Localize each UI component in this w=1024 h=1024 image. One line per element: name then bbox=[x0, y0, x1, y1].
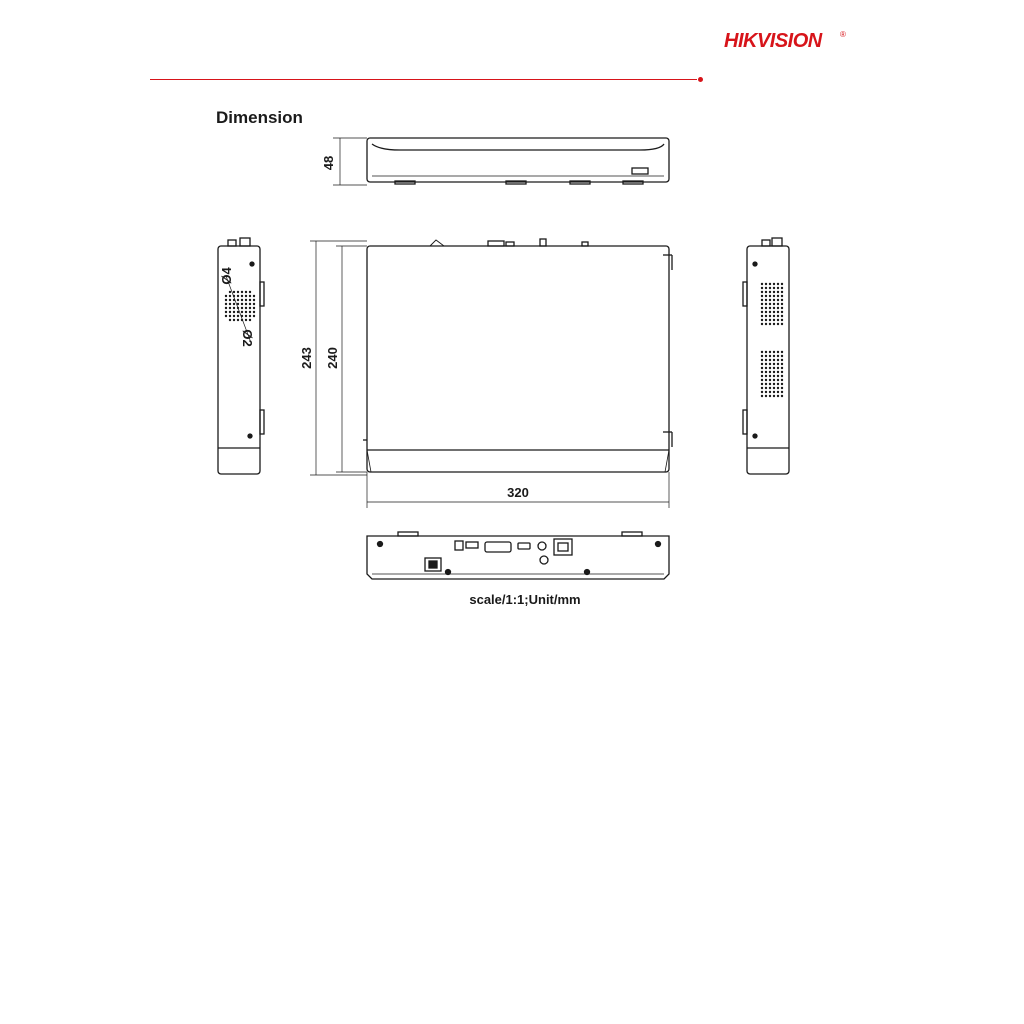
vent-hole bbox=[241, 291, 243, 293]
scale-caption: scale/1:1;Unit/mm bbox=[469, 592, 581, 607]
vent-hole bbox=[253, 315, 255, 317]
vent-hole bbox=[769, 319, 771, 321]
vent-hole bbox=[761, 315, 763, 317]
vent-hole bbox=[781, 375, 783, 377]
vent-hole bbox=[769, 315, 771, 317]
vent-hole bbox=[229, 315, 231, 317]
vent-hole bbox=[781, 363, 783, 365]
vent-hole bbox=[769, 311, 771, 313]
vent-hole bbox=[769, 299, 771, 301]
vent-hole bbox=[237, 307, 239, 309]
vent-hole bbox=[781, 387, 783, 389]
vent-hole bbox=[781, 315, 783, 317]
vent-hole bbox=[769, 359, 771, 361]
vent-hole bbox=[769, 291, 771, 293]
vent-hole bbox=[245, 303, 247, 305]
vent-hole bbox=[245, 315, 247, 317]
vent-hole bbox=[773, 323, 775, 325]
vent-hole bbox=[253, 311, 255, 313]
vent-hole bbox=[249, 299, 251, 301]
vent-hole bbox=[249, 315, 251, 317]
vent-hole bbox=[761, 359, 763, 361]
vent-hole bbox=[777, 291, 779, 293]
vent-hole bbox=[777, 323, 779, 325]
right-vent-grille bbox=[761, 283, 783, 397]
vent-hole bbox=[233, 299, 235, 301]
vent-hole bbox=[761, 379, 763, 381]
vent-hole bbox=[773, 367, 775, 369]
vent-hole bbox=[777, 355, 779, 357]
vent-hole bbox=[761, 319, 763, 321]
vent-hole bbox=[225, 295, 227, 297]
vent-hole bbox=[777, 319, 779, 321]
vent-hole bbox=[777, 395, 779, 397]
vent-hole bbox=[773, 379, 775, 381]
vent-hole bbox=[769, 355, 771, 357]
vent-hole bbox=[773, 295, 775, 297]
vent-hole bbox=[229, 307, 231, 309]
vent-hole bbox=[769, 391, 771, 393]
vent-hole bbox=[225, 315, 227, 317]
vent-hole bbox=[777, 295, 779, 297]
dim-label-depth-body: 240 bbox=[325, 347, 340, 369]
vent-hole bbox=[761, 303, 763, 305]
vent-hole bbox=[777, 351, 779, 353]
vent-hole bbox=[253, 299, 255, 301]
vent-hole bbox=[249, 291, 251, 293]
vent-hole bbox=[229, 299, 231, 301]
vent-hole bbox=[233, 295, 235, 297]
vent-hole bbox=[781, 287, 783, 289]
vent-hole bbox=[245, 299, 247, 301]
vent-hole bbox=[765, 351, 767, 353]
vent-hole bbox=[233, 311, 235, 313]
vent-hole bbox=[765, 355, 767, 357]
vent-hole bbox=[233, 315, 235, 317]
vent-hole bbox=[781, 355, 783, 357]
vent-hole bbox=[777, 283, 779, 285]
vent-hole bbox=[253, 307, 255, 309]
vent-hole bbox=[773, 319, 775, 321]
vent-hole bbox=[769, 375, 771, 377]
vent-hole bbox=[765, 311, 767, 313]
vent-hole bbox=[781, 323, 783, 325]
vent-hole bbox=[249, 319, 251, 321]
vent-hole bbox=[761, 375, 763, 377]
vent-hole bbox=[765, 371, 767, 373]
vent-hole bbox=[781, 307, 783, 309]
vent-hole bbox=[249, 295, 251, 297]
vent-hole bbox=[769, 363, 771, 365]
vent-hole bbox=[773, 351, 775, 353]
vent-hole bbox=[781, 351, 783, 353]
vent-hole bbox=[781, 303, 783, 305]
vent-hole bbox=[777, 383, 779, 385]
vent-hole bbox=[769, 283, 771, 285]
vent-hole bbox=[761, 291, 763, 293]
vent-hole bbox=[233, 303, 235, 305]
vent-hole bbox=[769, 383, 771, 385]
vent-hole bbox=[245, 295, 247, 297]
vent-hole bbox=[777, 299, 779, 301]
vent-hole bbox=[781, 291, 783, 293]
vent-hole bbox=[229, 291, 231, 293]
vent-hole bbox=[761, 283, 763, 285]
vent-hole bbox=[233, 291, 235, 293]
vent-hole bbox=[777, 287, 779, 289]
vent-hole bbox=[777, 371, 779, 373]
dim-label-hole-small: Ø2 bbox=[240, 329, 255, 347]
vent-hole bbox=[781, 299, 783, 301]
vent-hole bbox=[777, 363, 779, 365]
vent-hole bbox=[765, 315, 767, 317]
vent-hole bbox=[773, 375, 775, 377]
vent-hole bbox=[781, 283, 783, 285]
vent-hole bbox=[237, 291, 239, 293]
vent-hole bbox=[781, 383, 783, 385]
vent-hole bbox=[781, 311, 783, 313]
vent-hole bbox=[765, 383, 767, 385]
vent-hole bbox=[761, 351, 763, 353]
vent-hole bbox=[773, 287, 775, 289]
vent-hole bbox=[761, 307, 763, 309]
vent-hole bbox=[769, 351, 771, 353]
dim-label-width: 320 bbox=[507, 485, 529, 500]
vent-hole bbox=[781, 295, 783, 297]
vent-hole bbox=[765, 319, 767, 321]
vent-hole bbox=[241, 315, 243, 317]
vent-hole bbox=[769, 395, 771, 397]
vent-hole bbox=[761, 383, 763, 385]
vent-hole bbox=[765, 387, 767, 389]
vent-hole bbox=[765, 391, 767, 393]
dim-label-hole-large: Ø4 bbox=[219, 267, 234, 285]
vent-hole bbox=[761, 355, 763, 357]
vent-hole bbox=[237, 311, 239, 313]
vent-hole bbox=[761, 287, 763, 289]
vent-hole bbox=[245, 319, 247, 321]
vent-hole bbox=[765, 363, 767, 365]
vent-hole bbox=[765, 323, 767, 325]
vent-hole bbox=[225, 311, 227, 313]
vent-hole bbox=[229, 319, 231, 321]
vent-hole bbox=[777, 315, 779, 317]
vent-hole bbox=[225, 299, 227, 301]
vent-hole bbox=[781, 379, 783, 381]
vent-hole bbox=[249, 311, 251, 313]
vent-hole bbox=[241, 303, 243, 305]
vent-hole bbox=[761, 363, 763, 365]
registered-mark: ® bbox=[840, 30, 846, 39]
vent-hole bbox=[229, 311, 231, 313]
vent-hole bbox=[237, 315, 239, 317]
vent-hole bbox=[777, 307, 779, 309]
vent-hole bbox=[765, 287, 767, 289]
vent-hole bbox=[245, 307, 247, 309]
vent-hole bbox=[769, 367, 771, 369]
vent-hole bbox=[769, 387, 771, 389]
vent-hole bbox=[781, 371, 783, 373]
vent-hole bbox=[777, 303, 779, 305]
vent-hole bbox=[773, 291, 775, 293]
vent-hole bbox=[761, 391, 763, 393]
vent-hole bbox=[765, 359, 767, 361]
vent-hole bbox=[777, 311, 779, 313]
vent-hole bbox=[761, 311, 763, 313]
vent-hole bbox=[773, 307, 775, 309]
vent-hole bbox=[237, 295, 239, 297]
vent-hole bbox=[773, 355, 775, 357]
vent-hole bbox=[237, 303, 239, 305]
vent-hole bbox=[225, 303, 227, 305]
vent-hole bbox=[761, 395, 763, 397]
front-view bbox=[333, 138, 669, 185]
vent-hole bbox=[773, 371, 775, 373]
vent-hole bbox=[765, 379, 767, 381]
top-view bbox=[310, 239, 672, 508]
vent-hole bbox=[241, 295, 243, 297]
vent-hole bbox=[781, 359, 783, 361]
vent-hole bbox=[237, 299, 239, 301]
vent-hole bbox=[761, 367, 763, 369]
vent-hole bbox=[773, 391, 775, 393]
vent-hole bbox=[773, 303, 775, 305]
vent-hole bbox=[773, 315, 775, 317]
vent-hole bbox=[777, 359, 779, 361]
vent-hole bbox=[233, 319, 235, 321]
vent-hole bbox=[233, 307, 235, 309]
vent-hole bbox=[769, 287, 771, 289]
vent-hole bbox=[241, 311, 243, 313]
vent-hole bbox=[761, 323, 763, 325]
vent-hole bbox=[253, 295, 255, 297]
vent-hole bbox=[781, 395, 783, 397]
vent-hole bbox=[769, 307, 771, 309]
vent-hole bbox=[769, 371, 771, 373]
vent-hole bbox=[765, 395, 767, 397]
vent-hole bbox=[249, 307, 251, 309]
dim-label-depth-overall: 243 bbox=[299, 347, 314, 369]
vent-hole bbox=[769, 295, 771, 297]
vent-hole bbox=[769, 303, 771, 305]
vent-hole bbox=[769, 379, 771, 381]
vent-hole bbox=[777, 375, 779, 377]
vent-hole bbox=[773, 383, 775, 385]
vent-hole bbox=[773, 363, 775, 365]
rear-view bbox=[367, 532, 669, 579]
vent-hole bbox=[773, 283, 775, 285]
vent-hole bbox=[249, 303, 251, 305]
vent-hole bbox=[225, 307, 227, 309]
vent-hole bbox=[237, 319, 239, 321]
vent-hole bbox=[765, 375, 767, 377]
vent-hole bbox=[245, 291, 247, 293]
brand-name: HIKVISION bbox=[724, 30, 822, 52]
vent-hole bbox=[241, 307, 243, 309]
vent-hole bbox=[773, 359, 775, 361]
vent-hole bbox=[761, 387, 763, 389]
vent-hole bbox=[229, 295, 231, 297]
vent-hole bbox=[245, 311, 247, 313]
vent-hole bbox=[241, 299, 243, 301]
vent-hole bbox=[765, 295, 767, 297]
vent-hole bbox=[773, 395, 775, 397]
vent-hole bbox=[765, 291, 767, 293]
vent-hole bbox=[781, 319, 783, 321]
vent-hole bbox=[769, 323, 771, 325]
vent-hole bbox=[765, 283, 767, 285]
vent-hole bbox=[765, 299, 767, 301]
vent-hole bbox=[765, 367, 767, 369]
vent-hole bbox=[761, 299, 763, 301]
vent-hole bbox=[773, 387, 775, 389]
vent-hole bbox=[777, 379, 779, 381]
dim-label-height: 48 bbox=[321, 155, 336, 171]
section-title: Dimension bbox=[216, 108, 303, 127]
vent-hole bbox=[253, 303, 255, 305]
vent-hole bbox=[761, 295, 763, 297]
vent-hole bbox=[773, 311, 775, 313]
vent-hole bbox=[777, 387, 779, 389]
vent-hole bbox=[241, 319, 243, 321]
vent-hole bbox=[773, 299, 775, 301]
vent-hole bbox=[229, 303, 231, 305]
vent-hole bbox=[777, 391, 779, 393]
vent-hole bbox=[761, 371, 763, 373]
vent-hole bbox=[777, 367, 779, 369]
vent-hole bbox=[765, 303, 767, 305]
vent-hole bbox=[781, 391, 783, 393]
left-vent-grille bbox=[225, 291, 255, 321]
vent-hole bbox=[765, 307, 767, 309]
vent-hole bbox=[781, 367, 783, 369]
